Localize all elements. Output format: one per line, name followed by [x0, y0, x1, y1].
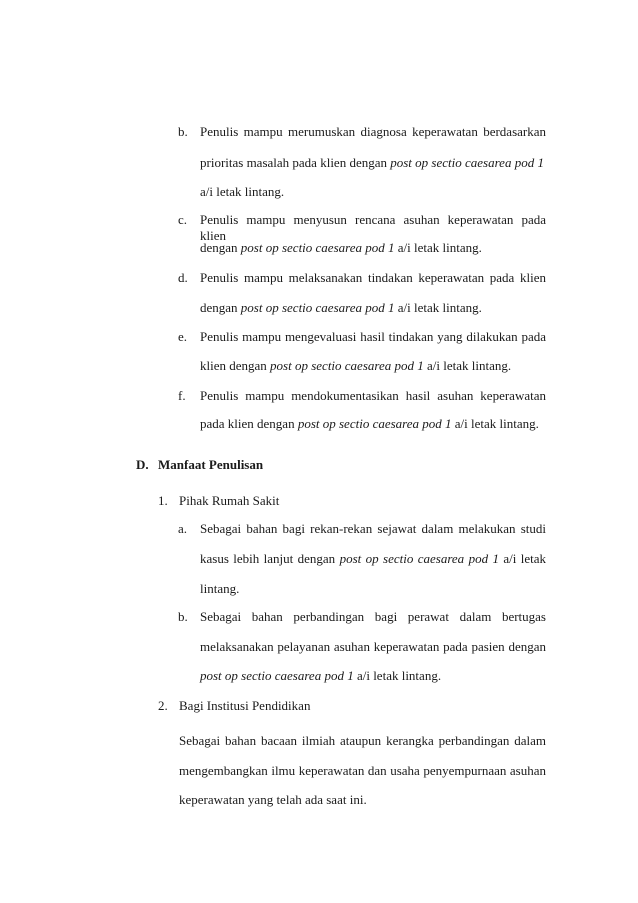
section-heading: Manfaat Penulisan [158, 457, 264, 472]
list-item-e-line1: Penulis mampu mengevaluasi hasil tindakan yang dilakukan pada [200, 329, 546, 344]
list-item-b-line3: a/i letak lintang. [200, 184, 285, 199]
list-marker-b: b. [178, 124, 188, 139]
list-item-c-line2: dengan post op sectio caesarea pod 1 a/i letak lintang. [200, 240, 482, 255]
list-item-f-line1: Penulis mampu mendokumentasikan hasil asuhan keperawatan [200, 388, 546, 403]
item-1-marker: 1. [158, 493, 168, 508]
section-marker-d: D. [136, 457, 149, 472]
list-item-d-line1: Penulis mampu melaksanakan tindakan keperawatan pada klien [200, 270, 546, 285]
item-1a-line3: lintang. [200, 581, 240, 596]
list-marker-d: d. [178, 270, 188, 285]
list-item-b-line2: prioritas masalah pada klien dengan post op sectio caesarea pod 1 [200, 155, 544, 170]
list-marker-f: f. [178, 388, 186, 403]
item-1b-line2: melaksanakan pelayanan asuhan keperawatan pada pasien dengan [200, 639, 546, 654]
list-item-c-line1: Penulis mampu menyusun rencana asuhan keperawatan pada klien [200, 212, 546, 243]
item-2-marker: 2. [158, 698, 168, 713]
item-1b-line3: post op sectio caesarea pod 1 a/i letak lintang. [200, 668, 442, 683]
item-1b-marker: b. [178, 609, 188, 624]
list-item-b-line1: Penulis mampu merumuskan diagnosa keperawatan berdasarkan [200, 124, 546, 139]
item-1a-line1: Sebagai bahan bagi rekan-rekan sejawat dalam melakukan studi [200, 521, 546, 536]
item-2-line3: keperawatan yang telah ada saat ini. [179, 792, 367, 807]
item-1a-line2: kasus lebih lanjut dengan post op sectio caesarea pod 1 a/i letak [200, 551, 546, 566]
list-item-d-line2: dengan post op sectio caesarea pod 1 a/i letak lintang. [200, 300, 482, 315]
item-1-title: Pihak Rumah Sakit [179, 493, 280, 508]
list-item-f-line2: pada klien dengan post op sectio caesarea pod 1 a/i letak lintang. [200, 416, 539, 431]
item-2-title: Bagi Institusi Pendidikan [179, 698, 311, 713]
list-marker-e: e. [178, 329, 188, 344]
list-item-e-line2: klien dengan post op sectio caesarea pod 1 a/i letak lintang. [200, 358, 512, 373]
list-marker-c: c. [178, 212, 188, 227]
item-1a-marker: a. [178, 521, 188, 536]
item-2-line1: Sebagai bahan bacaan ilmiah ataupun kerangka perbandingan dalam [179, 733, 546, 748]
item-2-line2: mengembangkan ilmu keperawatan dan usaha penyempurnaan asuhan [179, 763, 546, 778]
item-1b-line1: Sebagai bahan perbandingan bagi perawat dalam bertugas [200, 609, 546, 624]
